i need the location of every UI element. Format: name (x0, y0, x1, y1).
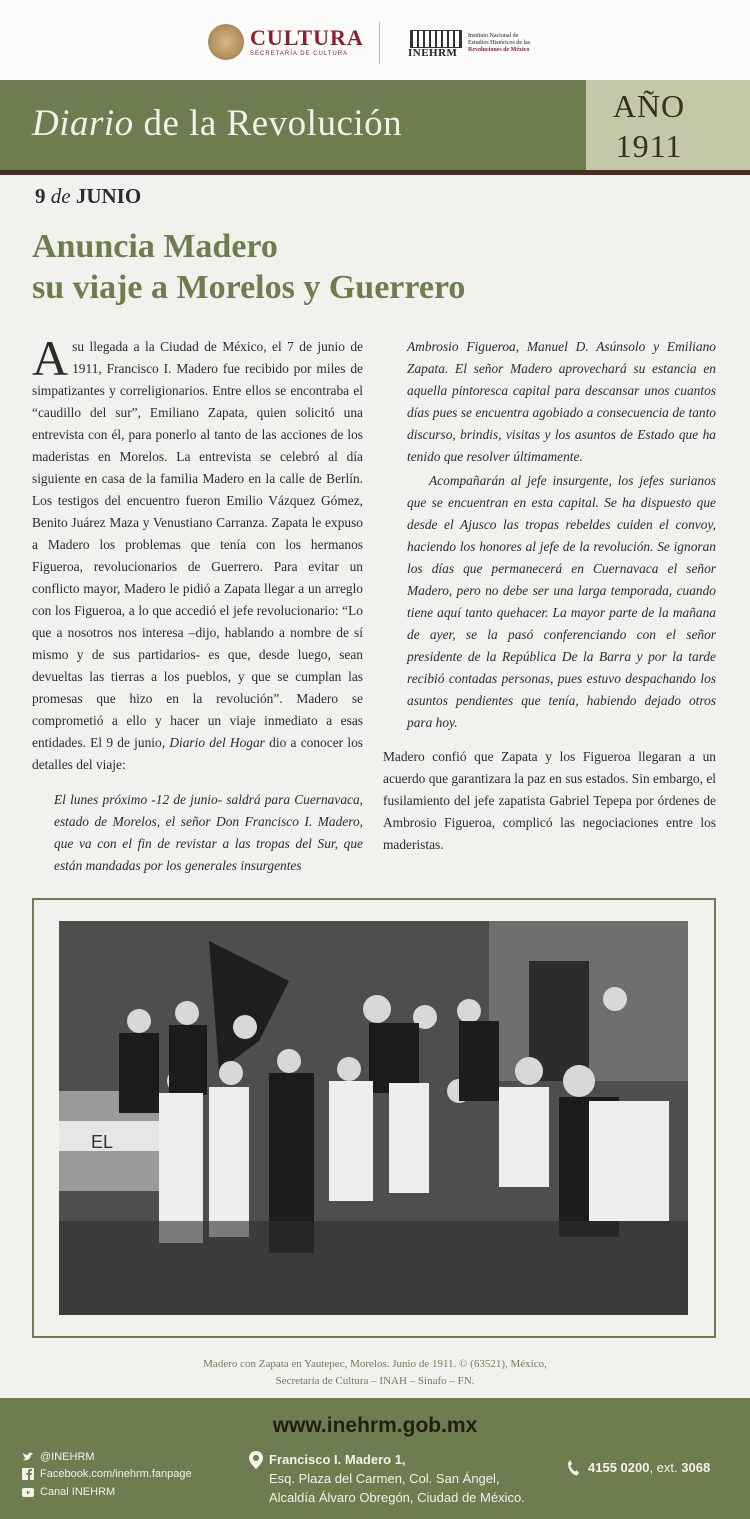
photo-caption: Madero con Zapata en Yautepec, Morelos. Junio de 1911. © (63521), México, Secretaría de Cultura – INAH – Sinafo – FN. (203, 1358, 547, 1387)
twitter-link[interactable]: @INEHRM (22, 1451, 95, 1463)
youtube-link[interactable]: Canal INEHRM (22, 1486, 115, 1498)
cultura-subtitle: SECRETARÍA DE CULTURA (250, 51, 349, 57)
year-label: AÑO (612, 88, 686, 124)
flag-text: EL (91, 1132, 114, 1152)
website-link[interactable]: www.inehrm.gob.mx (272, 1414, 478, 1437)
top-logo-bar (0, 0, 750, 80)
phone-number: 4155 0200, ext. 3068 (588, 1460, 711, 1475)
drop-cap: A (32, 330, 69, 386)
facebook-link[interactable]: Facebook.com/inehrm.fanpage (22, 1468, 192, 1480)
article-headline: Anuncia Madero su viaje a Morelos y Guerrero (32, 228, 466, 306)
eagle-seal-icon (208, 24, 244, 60)
inehrm-description: Instituto Nacional de Estudios Históricos de las Revoluciones de México (468, 32, 531, 53)
location-pin-icon (249, 1451, 263, 1469)
article-right-column: Madero confió que Zapata y los Figueroa llegaran a un acuerdo que garantizara la paz en sus estados. Sin embargo, el fusilamiento del jefe zapatista Gabriel Tepepa por órdenes de Ambrosio Figueroa, complicó las negociaciones entre los maderistas. (383, 749, 716, 852)
address: Francisco I. Madero 1, Esq. Plaza del Carmen, Col. San Ángel, Alcaldía Álvaro Obregón, Ciudad de México. (269, 1452, 525, 1505)
article-date: 9 de JUNIO (35, 184, 142, 208)
article-left-column: A su llegada a la Ciudad de México, el 7 de junio de 1911, Francisco I. Madero fue recibido por miles de simpatizantes y correligionarios. Entre ellos se encontraba el “caudillo del sur”, Emiliano Zapata, quien solicitó una entrevista con él, para ponerlo al tanto de las acciones de los maderistas en Morelos. La entrevista se celebró al día siguiente en casa de la familia Madero en la calle de Berlín. Los testigos del encuentro fueron Emilio Vázquez Gómez, Benito Juárez Maza y Venustiano Carranza. Zapata le expuso a Madero los problemas que tenía con los hermanos Figueroa, revolucionarios de Guerrero. Para evitar un conflicto mayor, Madero le pidió a Zapata llegar a un arreglo con los Figueroa, a lo que accedió el jefe revolucionario: “Lo que a nosotros nos interesa –dijo, hablando a nombre de sí mismo y de sus partidarios- es que, desde luego, sean devueltas las tierras a los pueblos, y que se cumplan las promesas que hizo en la revolución”. Madero se comprometió a ello y hacer un viaje inmediato a esas entidades. El 9 de junio, Diario del Hogar dio a conocer los detalles del viaje: (32, 330, 363, 772)
publication-title: Diario de la Revolución (32, 103, 403, 144)
building-icon (410, 30, 462, 48)
phone-icon (566, 1459, 580, 1477)
quote-left: El lunes próximo -12 de junio- saldrá para Cuernavaca, estado de Morelos, el señor Don Francisco I. Madero, que va con el fin de revistar a las tropas del Sur, que están mandadas por los generales insurgentes (54, 792, 363, 873)
twitter-icon (22, 1451, 34, 1463)
newspaper-name: Diario del Hogar (169, 735, 265, 750)
inehrm-short: INEHRM (408, 47, 458, 59)
cultura-logo (208, 22, 364, 62)
quote-right: Ambrosio Figueroa, Manuel D. Asúnsolo y Emiliano Zapata. El señor Madero aprovechará su estancia en aquella pintoresca capital para descansar unos cuantos días pues se encuentra agobiado a consecuencia de tanto discurso, brindis, visitas y los asuntos de Estado que ha tenido que resolver últimamente. Acompañarán al jefe insurgente, los jefes surianos que se encuentran en esta capital. Se ha dispuesto que desde el Ajusco las tropas rebeldes cuiden el convoy, haciendo los honores al jefe de la revolución. Se ignoran los días que permanecerá en Cuernavaca el señor Madero, pero no debe ser una larga temporada, cuando tiene aquí tanto quehacer. La mayor parte de la mañana de ayer, se la pasó conferenciando con el señor presidente de la República De la Barra y por la tarde recibió contadas personas, pues estuvo despachando los asuntos pendientes que tenía, habiendo dejado otros para hoy. (407, 339, 716, 730)
inehrm-logo (408, 28, 568, 58)
banner-rule (0, 170, 750, 175)
youtube-icon (22, 1486, 34, 1498)
historical-photo (59, 921, 688, 1315)
facebook-icon (22, 1468, 34, 1480)
year-value: 1911 (615, 128, 683, 164)
logo-divider (379, 22, 380, 64)
cultura-title: CULTURA (250, 25, 364, 50)
